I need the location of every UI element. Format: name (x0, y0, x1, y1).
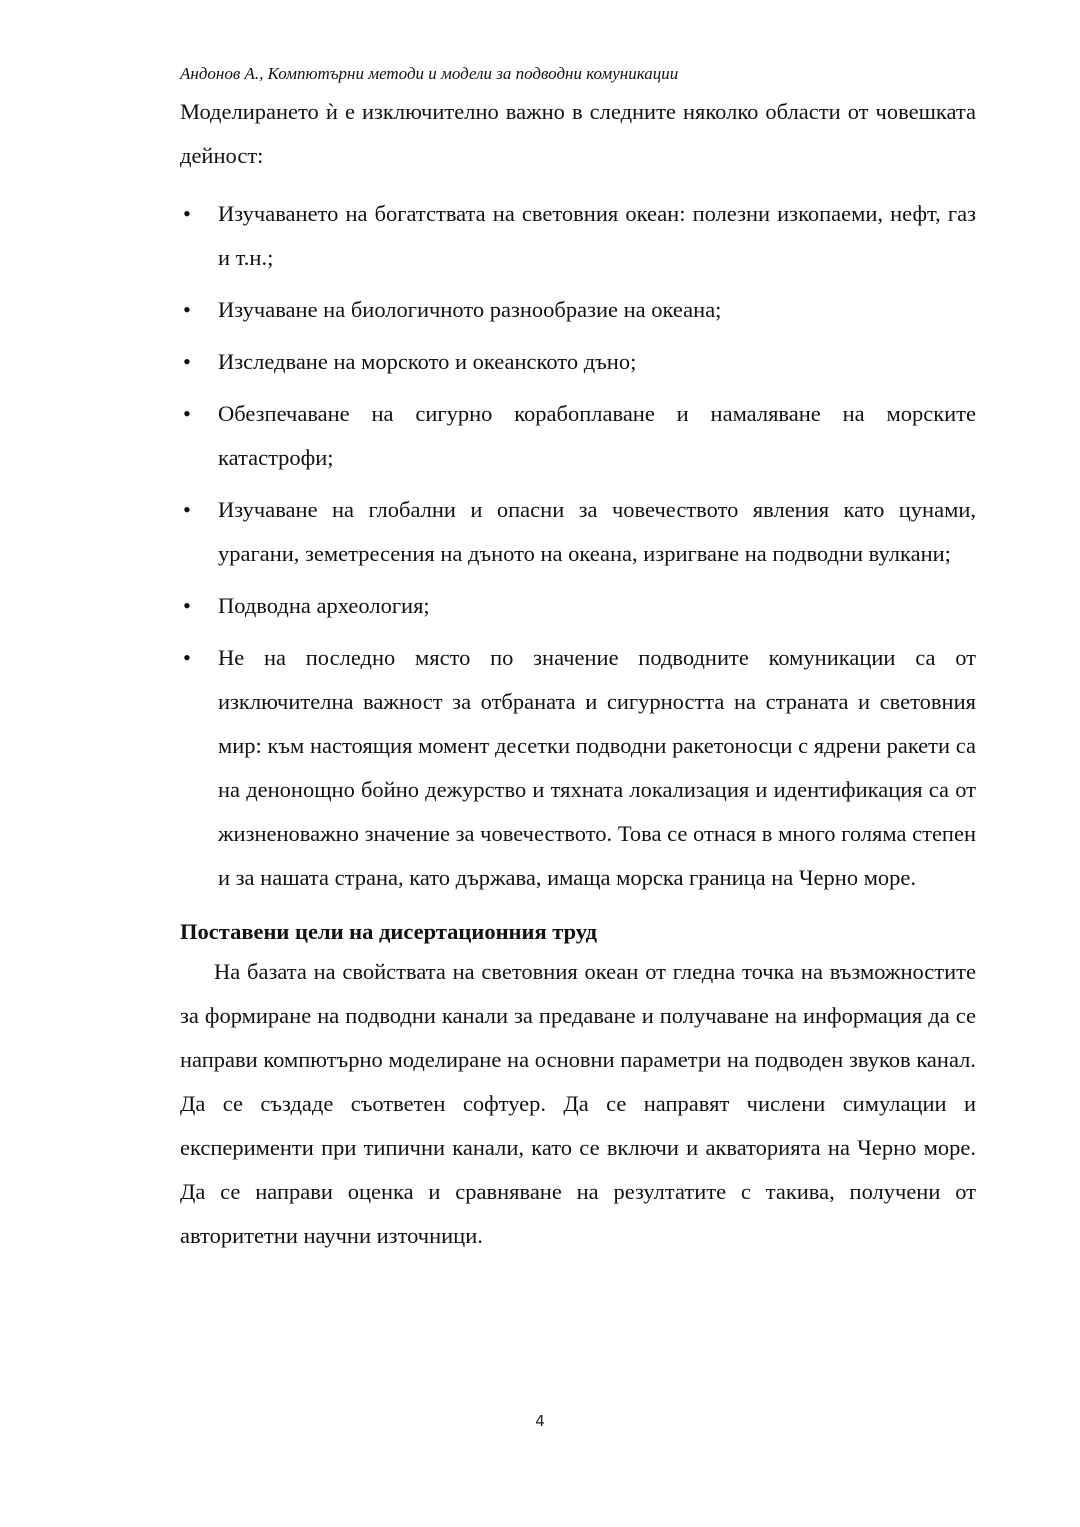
areas-list (180, 192, 976, 900)
bullet-icon: • (183, 201, 191, 226)
list-item-text: Изследване на морското и океанското дъно; (218, 349, 637, 374)
list-item-text: Обезпечаване на сигурно корабоплаване и намаляване на морските катастрофи; (218, 401, 976, 470)
list-item (180, 636, 976, 900)
list-item-text: Изучаването на богатствата на световния океан: полезни изкопаеми, нефт, газ и т.н.; (218, 201, 976, 270)
page-number: 4 (535, 1412, 545, 1430)
list-item-text: Не на последно място по значение подводните комуникации са от изключителна важност за отбраната и сигурността на страната и световния мир: към настоящия момент десетки подводни ракетоносци с ядрени ракети са на денонощно бойно дежурство и тяхната локализация и идентификация са от жизненоважно значение за човечеството. Това се отнася в много голяма степен и за нашата страна, като държава, имаща морска граница на Черно море. (218, 645, 976, 890)
list-item (180, 340, 976, 384)
bullet-icon: • (183, 497, 191, 522)
list-item (180, 288, 976, 332)
list-item (180, 392, 976, 480)
page-content (180, 60, 976, 1258)
bullet-icon: • (183, 401, 191, 426)
list-item-text: Изучаване на биологичното разнообразие на океана; (218, 297, 722, 322)
bullet-icon: • (183, 645, 191, 670)
bullet-icon: • (183, 349, 191, 374)
section-body: На базата на свойствата на световния океан от гледна точка на възможностите за формиране на подводни канали за предаване и получаване на информация да се направи компютърно моделиране на основни параметри на подводен звуков канал. Да се създаде съответен софтуер. Да се направят числени симулации и експерименти при типични канали, като се включи и акваторията на Черно море. Да се направи оценка и сравняване на резултатите с такива, получени от авторитетни научни източници. (180, 959, 976, 1248)
list-item (180, 488, 976, 576)
section-heading: Поставени цели на дисертационния труд (180, 919, 598, 944)
intro-paragraph: Моделирането ѝ е изключително важно в следните няколко области от човешката дейност: (180, 99, 976, 168)
running-header: Андонов А., Компютърни методи и модели за подводни комуникации (180, 64, 679, 83)
list-item (180, 192, 976, 280)
bullet-icon: • (183, 593, 191, 618)
bullet-icon: • (183, 297, 191, 322)
list-item (180, 584, 976, 628)
list-item-text: Изучаване на глобални и опасни за човечеството явления като цунами, урагани, земетресения на дъното на океана, изригване на подводни вулкани; (218, 497, 976, 566)
list-item-text: Подводна археология; (218, 593, 430, 618)
